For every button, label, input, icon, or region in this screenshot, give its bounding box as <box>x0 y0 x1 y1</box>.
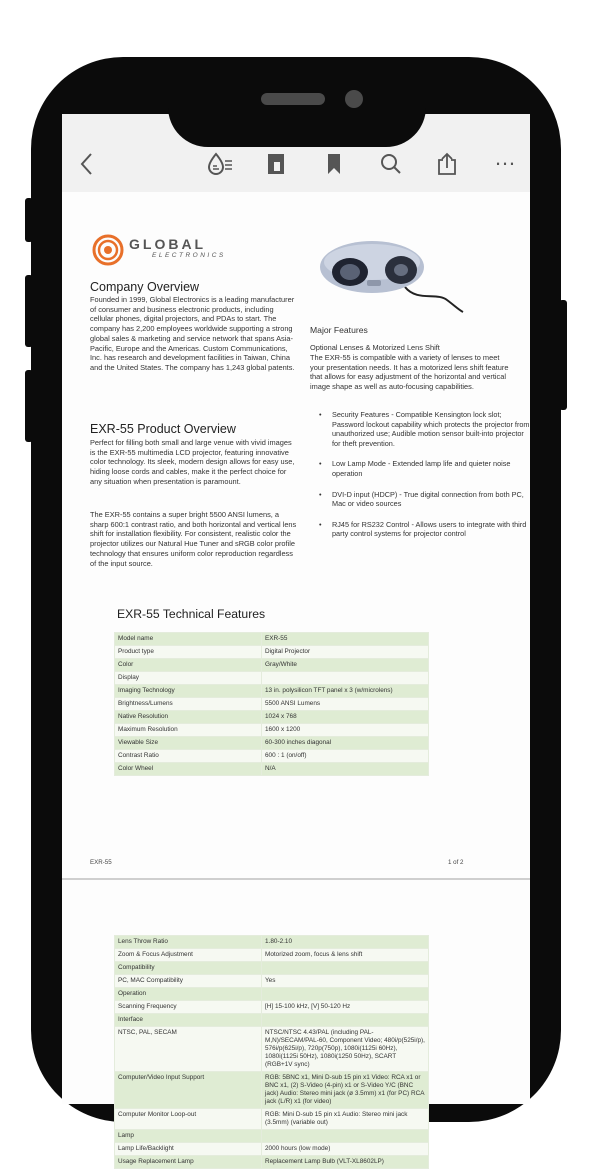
spec-label-cell: Imaging Technology <box>115 685 262 698</box>
product-overview-heading: EXR-55 Product Overview <box>90 422 236 436</box>
spec-label-cell: Color Wheel <box>115 763 262 776</box>
table-row <box>115 949 429 962</box>
spec-table-page2 <box>114 935 429 1169</box>
feature-item: • Low Lamp Mode - Extended lamp life and quieter noise operation <box>332 459 532 478</box>
page-layout-icon[interactable] <box>267 152 285 176</box>
spec-label-cell: Model name <box>115 633 262 646</box>
table-row <box>115 646 429 659</box>
table-row <box>115 698 429 711</box>
spec-label-cell: Operation <box>115 988 262 1001</box>
spec-label-cell: Contrast Ratio <box>115 750 262 763</box>
spec-label-cell: Lamp Life/Backlight <box>115 1143 262 1156</box>
pdf-page-view[interactable] <box>62 192 530 1165</box>
speaker <box>261 93 325 105</box>
spec-value-cell: RGB: 5BNC x1, Mini D-sub 15 pin x1 Video: RCA x1 or BNC x1, (2) S-Video (4-pin) x1 or S-Video Y/C (BNC jack) Audio: Stereo mini jack (ø 3.5mm) x1 (for PC) RCA jack (L/R) x1 (for video) <box>262 1072 429 1109</box>
spec-value-cell: 1024 x 768 <box>262 711 429 724</box>
table-row <box>115 672 429 685</box>
spec-value-cell: 600 : 1 (on/off) <box>262 750 429 763</box>
spec-value-cell: 1.80-2.10 <box>262 936 429 949</box>
feature-list <box>310 410 532 550</box>
projector-image <box>317 232 467 312</box>
table-row <box>115 633 429 646</box>
spec-value-cell: NTSC/NTSC 4.43/PAL (including PAL-M,N)/SECAM/PAL-60, Component Video; 480i/p(525i/p), 576i/p(625i/p), 720p(750p), 1080i(1125i 60Hz), 1080i(1125i 50Hz), 1080i(1250 50Hz), SCART (RGB+1V sync) <box>262 1027 429 1072</box>
spec-value-cell: 13 in. polysilicon TFT panel x 3 (w/microlens) <box>262 685 429 698</box>
spec-value-cell: Motorized zoom, focus & lens shift <box>262 949 429 962</box>
spec-label-cell: Computer Monitor Loop-out <box>115 1109 262 1130</box>
product-overview-p1: Perfect for filling both small and large venue with vivid images is the EXR-55 multimedia LCD projector, featuring innovative color technology. Its sleek, modern design allows for easy use, hiding loose cords and cables, make it the perfect choice for any situation when presentation is paramount. <box>90 438 295 486</box>
spec-label-cell: Native Resolution <box>115 711 262 724</box>
spec-label-cell: Maximum Resolution <box>115 724 262 737</box>
spec-label-cell: Color <box>115 659 262 672</box>
spec-label-cell: Scanning Frequency <box>115 1001 262 1014</box>
spec-value-cell: 60-300 inches diagonal <box>262 737 429 750</box>
feature-item: • RJ45 for RS232 Control - Allows users to integrate with third party control systems for projector control <box>332 520 532 539</box>
table-row <box>115 1014 429 1027</box>
table-row <box>115 750 429 763</box>
logo-name: GLOBAL <box>129 236 207 252</box>
spec-label-cell: Lens Throw Ratio <box>115 936 262 949</box>
spec-value-cell: 1600 x 1200 <box>262 724 429 737</box>
table-row <box>115 936 429 949</box>
spec-value-cell <box>262 1130 429 1143</box>
spec-value-cell: 2000 hours (low mode) <box>262 1143 429 1156</box>
spec-label-cell: Usage Replacement Lamp <box>115 1156 262 1169</box>
more-icon[interactable]: … <box>494 145 517 170</box>
table-row <box>115 1143 429 1156</box>
major-features-heading: Major Features <box>310 325 368 335</box>
spec-value-cell <box>262 672 429 685</box>
table-row <box>115 737 429 750</box>
page-separator <box>62 878 530 880</box>
footer-page-number: 1 of 2 <box>448 859 464 866</box>
product-overview-p2: The EXR-55 contains a super bright 5500 ANSI lumens, a sharp 600:1 contrast ratio, and both horizontal and vertical lens shift for installation flexibility. For consistent, realistic color the projector utilizes our Natural Hue Tuner and sRGB color profile technology that ensures uniform color reproduction regardless of the input source. <box>90 510 297 568</box>
global-electronics-logo <box>92 232 252 272</box>
table-row <box>115 1072 429 1109</box>
table-row <box>115 724 429 737</box>
major-features-subheading: Optional Lenses & Motorized Lens Shift <box>310 343 440 352</box>
spec-label-cell: Compatibility <box>115 962 262 975</box>
spec-label-cell: Interface <box>115 1014 262 1027</box>
camera-icon <box>345 90 363 108</box>
spec-value-cell <box>262 1014 429 1027</box>
table-row <box>115 1027 429 1072</box>
spec-value-cell: [H] 15-100 kHz, [V] 50-120 Hz <box>262 1001 429 1014</box>
spec-value-cell: 5500 ANSI Lumens <box>262 698 429 711</box>
logo-sub: ELECTRONICS <box>152 252 226 259</box>
major-features-text: The EXR-55 is compatible with a variety of lenses to meet your presentation needs. It has a motorized lens shift feature that allows for easy adjustment of the horizontal and vertical image shape as well as auto-focusing capabilities. <box>310 353 509 392</box>
back-chevron-icon[interactable] <box>80 152 94 176</box>
screen <box>62 114 530 1165</box>
spec-value-cell: Replacement Lamp Bulb (VLT-XL8602LP) <box>262 1156 429 1169</box>
table-row <box>115 962 429 975</box>
spec-label-cell: Zoom & Focus Adjustment <box>115 949 262 962</box>
table-row <box>115 1109 429 1130</box>
spec-value-cell <box>262 962 429 975</box>
spec-label-cell: Computer/Video Input Support <box>115 1072 262 1109</box>
table-row <box>115 659 429 672</box>
table-row <box>115 1001 429 1014</box>
company-overview-heading: Company Overview <box>90 280 200 294</box>
technical-features-heading: EXR-55 Technical Features <box>117 607 266 621</box>
table-row <box>115 763 429 776</box>
table-row <box>115 685 429 698</box>
spec-label-cell: Lamp <box>115 1130 262 1143</box>
footer-left: EXR-55 <box>90 859 112 866</box>
bookmark-icon[interactable] <box>327 152 341 176</box>
table-row <box>115 975 429 988</box>
spec-label-cell: Viewable Size <box>115 737 262 750</box>
read-mode-icon[interactable] <box>207 152 233 176</box>
table-row <box>115 988 429 1001</box>
search-icon[interactable] <box>380 152 402 176</box>
spec-value-cell: EXR-55 <box>262 633 429 646</box>
spec-value-cell: Yes <box>262 975 429 988</box>
company-overview-text: Founded in 1999, Global Electronics is a leading manufacturer of consumer and business electronic products, including cellular phones, digital projectors, and PDAs to start. The company has 2,200 employees worldwide supporting a strong global sales & marketing and service network that spans Asia-Pacific, Europe and the Americas. Custom Communications, Inc. has research and development facilities in Taiwan, China and the United States. The company has 1,243 global patents. <box>90 295 295 372</box>
spec-table-page1 <box>114 632 429 776</box>
table-row <box>115 1130 429 1143</box>
spec-value-cell: Gray/White <box>262 659 429 672</box>
share-icon[interactable] <box>436 152 458 176</box>
spec-label-cell: Product type <box>115 646 262 659</box>
logo-mark-icon <box>92 234 124 266</box>
notch <box>168 57 426 147</box>
spec-value-cell: RGB: Mini D-sub 15 pin x1 Audio: Stereo mini jack (3.5mm) (variable out) <box>262 1109 429 1130</box>
spec-label-cell: NTSC, PAL, SECAM <box>115 1027 262 1072</box>
spec-label-cell: PC, MAC Compatibility <box>115 975 262 988</box>
feature-item: • Security Features - Compatible Kensington lock slot; Password lockout capability which protects the projector from unauthorized use; Audible motion sensor built-into projector for theft prevention. <box>332 410 532 448</box>
table-row <box>115 711 429 724</box>
spec-value-cell: N/A <box>262 763 429 776</box>
table-row <box>115 1156 429 1169</box>
spec-label-cell: Display <box>115 672 262 685</box>
spec-label-cell: Brightness/Lumens <box>115 698 262 711</box>
feature-item: • DVI-D input (HDCP) - True digital connection from both PC, Mac or video sources <box>332 490 532 509</box>
spec-value-cell: Digital Projector <box>262 646 429 659</box>
spec-value-cell <box>262 988 429 1001</box>
